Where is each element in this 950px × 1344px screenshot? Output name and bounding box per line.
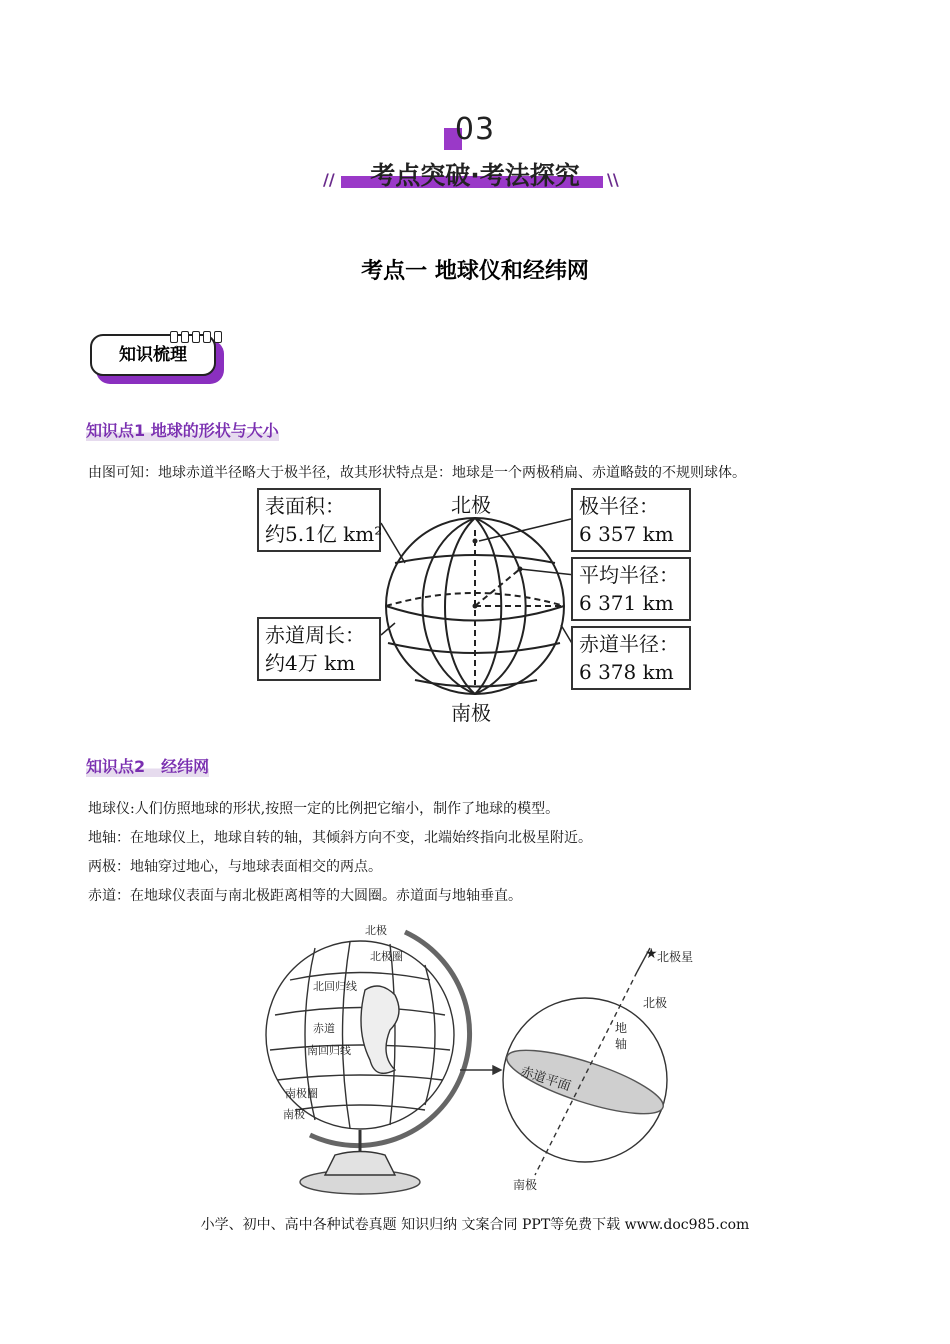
globe-equator-label: 赤道 [313, 1022, 335, 1035]
kp2-line-3: 两极：地轴穿过地心，与地球表面相交的两点。 [88, 859, 382, 875]
mean-radius-box [571, 557, 691, 621]
globe-antarctic-circle-label: 南极圈 [285, 1087, 318, 1100]
globe-south-pole-label: 南极 [283, 1108, 305, 1121]
earth-shape-diagram [255, 485, 695, 725]
globe-tropic-cancer-label: 北回归线 [313, 980, 357, 993]
equator-length-label: 赤道周长： [265, 623, 365, 647]
axis-label: 地轴 [615, 1021, 628, 1051]
polar-radius-value: 6 357 km [579, 522, 674, 546]
right-slash-decoration: \\ [607, 170, 619, 189]
polaris-label: 北极星 [657, 950, 694, 964]
mean-radius-label: 平均半径： [579, 563, 679, 587]
section-title: 考点突破·考法探究 [370, 161, 580, 190]
equator-length-box [257, 617, 381, 681]
kp2-line-1: 地球仪:人们仿照地球的形状,按照一定的比例把它缩小，制作了地球的模型。 [88, 801, 560, 817]
surface-area-value: 约5.1亿 km² [265, 522, 383, 546]
badge-label: 知识梳理 [119, 345, 187, 365]
equatorial-plane-label: 赤道平面 [518, 1064, 573, 1095]
kaodian-title: 考点一 地球仪和经纬网 [361, 259, 589, 284]
polar-radius-label: 极半径： [579, 494, 659, 518]
section-number: 03 [454, 112, 496, 147]
equator-length-value: 约4万 km [265, 651, 356, 675]
svg-text:★: ★ [645, 946, 658, 962]
kp1-text: 由图可知：地球赤道半径略大于极半径，故其形状特点是：地球是一个两极稍扁、赤道略鼓的不规则球体。 [88, 465, 746, 481]
equatorial-radius-label: 赤道半径： [579, 632, 679, 656]
south-pole-label: 南极 [451, 701, 491, 725]
sphere-south-pole-label: 南极 [513, 1178, 538, 1192]
globe-arctic-circle-label: 北极圈 [370, 950, 403, 963]
kp1-heading: 知识点1 地球的形状与大小 [86, 418, 279, 441]
globe-north-pole-label: 北极 [365, 924, 387, 937]
north-pole-label: 北极 [451, 493, 491, 517]
footer: 小学、初中、高中各种试卷真题 知识归纳 文案合同 PPT等免费下载 www.doc985.com [200, 1217, 750, 1233]
mean-radius-value: 6 371 km [579, 591, 674, 615]
sphere-north-pole-label: 北极 [643, 996, 668, 1010]
globe-illustration [255, 920, 715, 1200]
left-slash-decoration: // [323, 170, 335, 189]
globe-tropic-capricorn-label: 南回归线 [307, 1044, 351, 1057]
equatorial-radius-value: 6 378 km [579, 660, 674, 684]
globe-and-axis-diagram [255, 920, 715, 1200]
surface-area-box [257, 488, 381, 552]
equatorial-radius-box [571, 626, 691, 690]
polar-radius-box [571, 488, 691, 552]
surface-area-label: 表面积： [265, 494, 345, 518]
kp2-heading: 知识点2 经纬网 [86, 754, 209, 777]
kp2-line-2: 地轴：在地球仪上，地球自转的轴，其倾斜方向不变，北端始终指向北极星附近。 [88, 830, 592, 846]
kp2-line-4: 赤道：在地球仪表面与南北极距离相等的大圆圈。赤道面与地轴垂直。 [88, 888, 522, 904]
